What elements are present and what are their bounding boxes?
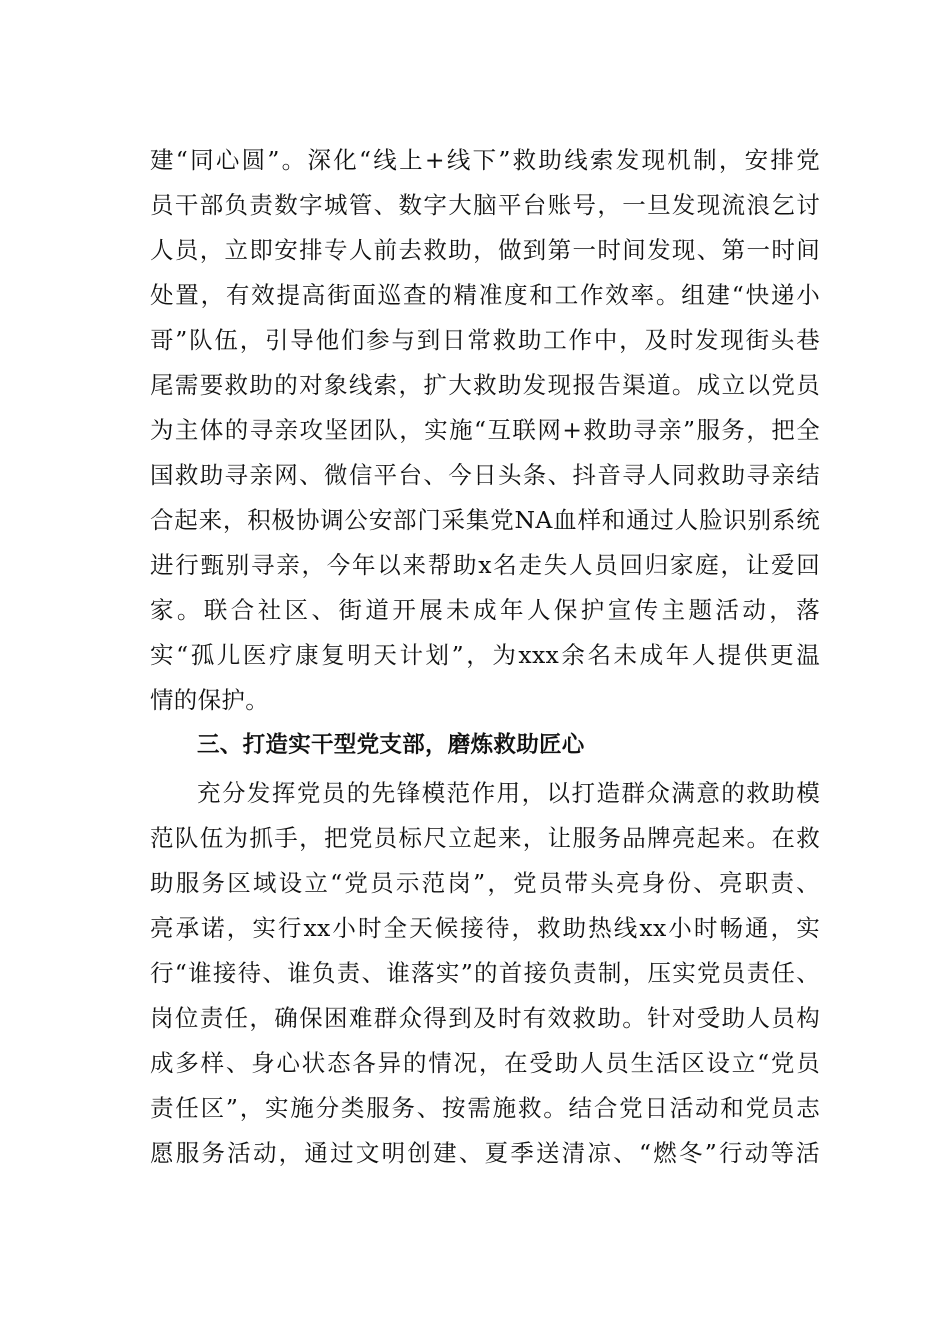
paragraph-1-line: 实“孤儿医疗康复明天计划”，为xxx余名未成年人提供更温 — [150, 641, 820, 669]
paragraph-1-line: 哥”队伍，引导他们参与到日常救助工作中，及时发现街头巷 — [150, 326, 820, 354]
paragraph-2-line: 成多样、身心状态各异的情况，在受助人员生活区设立“党员 — [150, 1049, 820, 1077]
section-heading — [150, 723, 820, 768]
paragraph-1-line: 员干部负责数字城管、数字大脑平台账号，一旦发现流浪乞讨 — [150, 191, 820, 219]
paragraph-1-line: 处置，有效提高街面巡查的精准度和工作效率。组建“快递小 — [150, 281, 820, 309]
paragraph-2-line: 责任区”，实施分类服务、按需施救。结合党日活动和党员志 — [150, 1094, 820, 1122]
paragraph-1-line: 国救助寻亲网、微信平台、今日头条、抖音寻人同救助寻亲结 — [150, 461, 820, 489]
paragraph-1-line: 建“同心圆”。深化“线上+线下”救助线索发现机制，安排党 — [150, 146, 820, 174]
paragraph-1-line: 情的保护。 — [150, 686, 269, 714]
paragraph-2-line: 愿服务活动，通过文明创建、夏季送清凉、“燃冬”行动等活 — [150, 1139, 820, 1167]
paragraph-1-line: 进行甄别寻亲，今年以来帮助x名走失人员回归家庭，让爱回 — [150, 551, 820, 579]
paragraph-1-line: 为主体的寻亲攻坚团队，实施“互联网+救助寻亲”服务，把全 — [150, 416, 820, 444]
paragraph-1-line: 合起来，积极协调公安部门采集党NA血样和通过人脸识别系统 — [150, 506, 820, 534]
paragraph-1-line: 尾需要救助的对象线索，扩大救助发现报告渠道。成立以党员 — [150, 371, 820, 399]
paragraph-2-line: 亮承诺，实行xx小时全天候接待，救助热线xx小时畅通，实 — [150, 914, 820, 942]
paragraph-1-line: 家。联合社区、街道开展未成年人保护宣传主题活动，落 — [150, 596, 820, 624]
paragraph-2-line: 助服务区域设立“党员示范岗”，党员带头亮身份、亮职责、 — [150, 869, 820, 897]
paragraph-2-line: 充分发挥党员的先锋模范作用，以打造群众满意的救助模 — [197, 779, 820, 807]
section-3-heading: 三、打造实干型党支部，磨炼救助匠心 — [197, 732, 585, 758]
paragraph-2-line: 岗位责任，确保困难群众得到及时有效救助。针对受助人员构 — [150, 1004, 820, 1032]
paragraph-2-line: 行“谁接待、谁负责、谁落实”的首接负责制，压实党员责任、 — [150, 959, 820, 987]
paragraph-1 — [150, 138, 820, 723]
paragraph-2 — [150, 771, 820, 1176]
paragraph-1-line: 人员，立即安排专人前去救助，做到第一时间发现、第一时间 — [150, 236, 820, 264]
paragraph-2-line: 范队伍为抓手，把党员标尺立起来，让服务品牌亮起来。在救 — [150, 824, 820, 852]
